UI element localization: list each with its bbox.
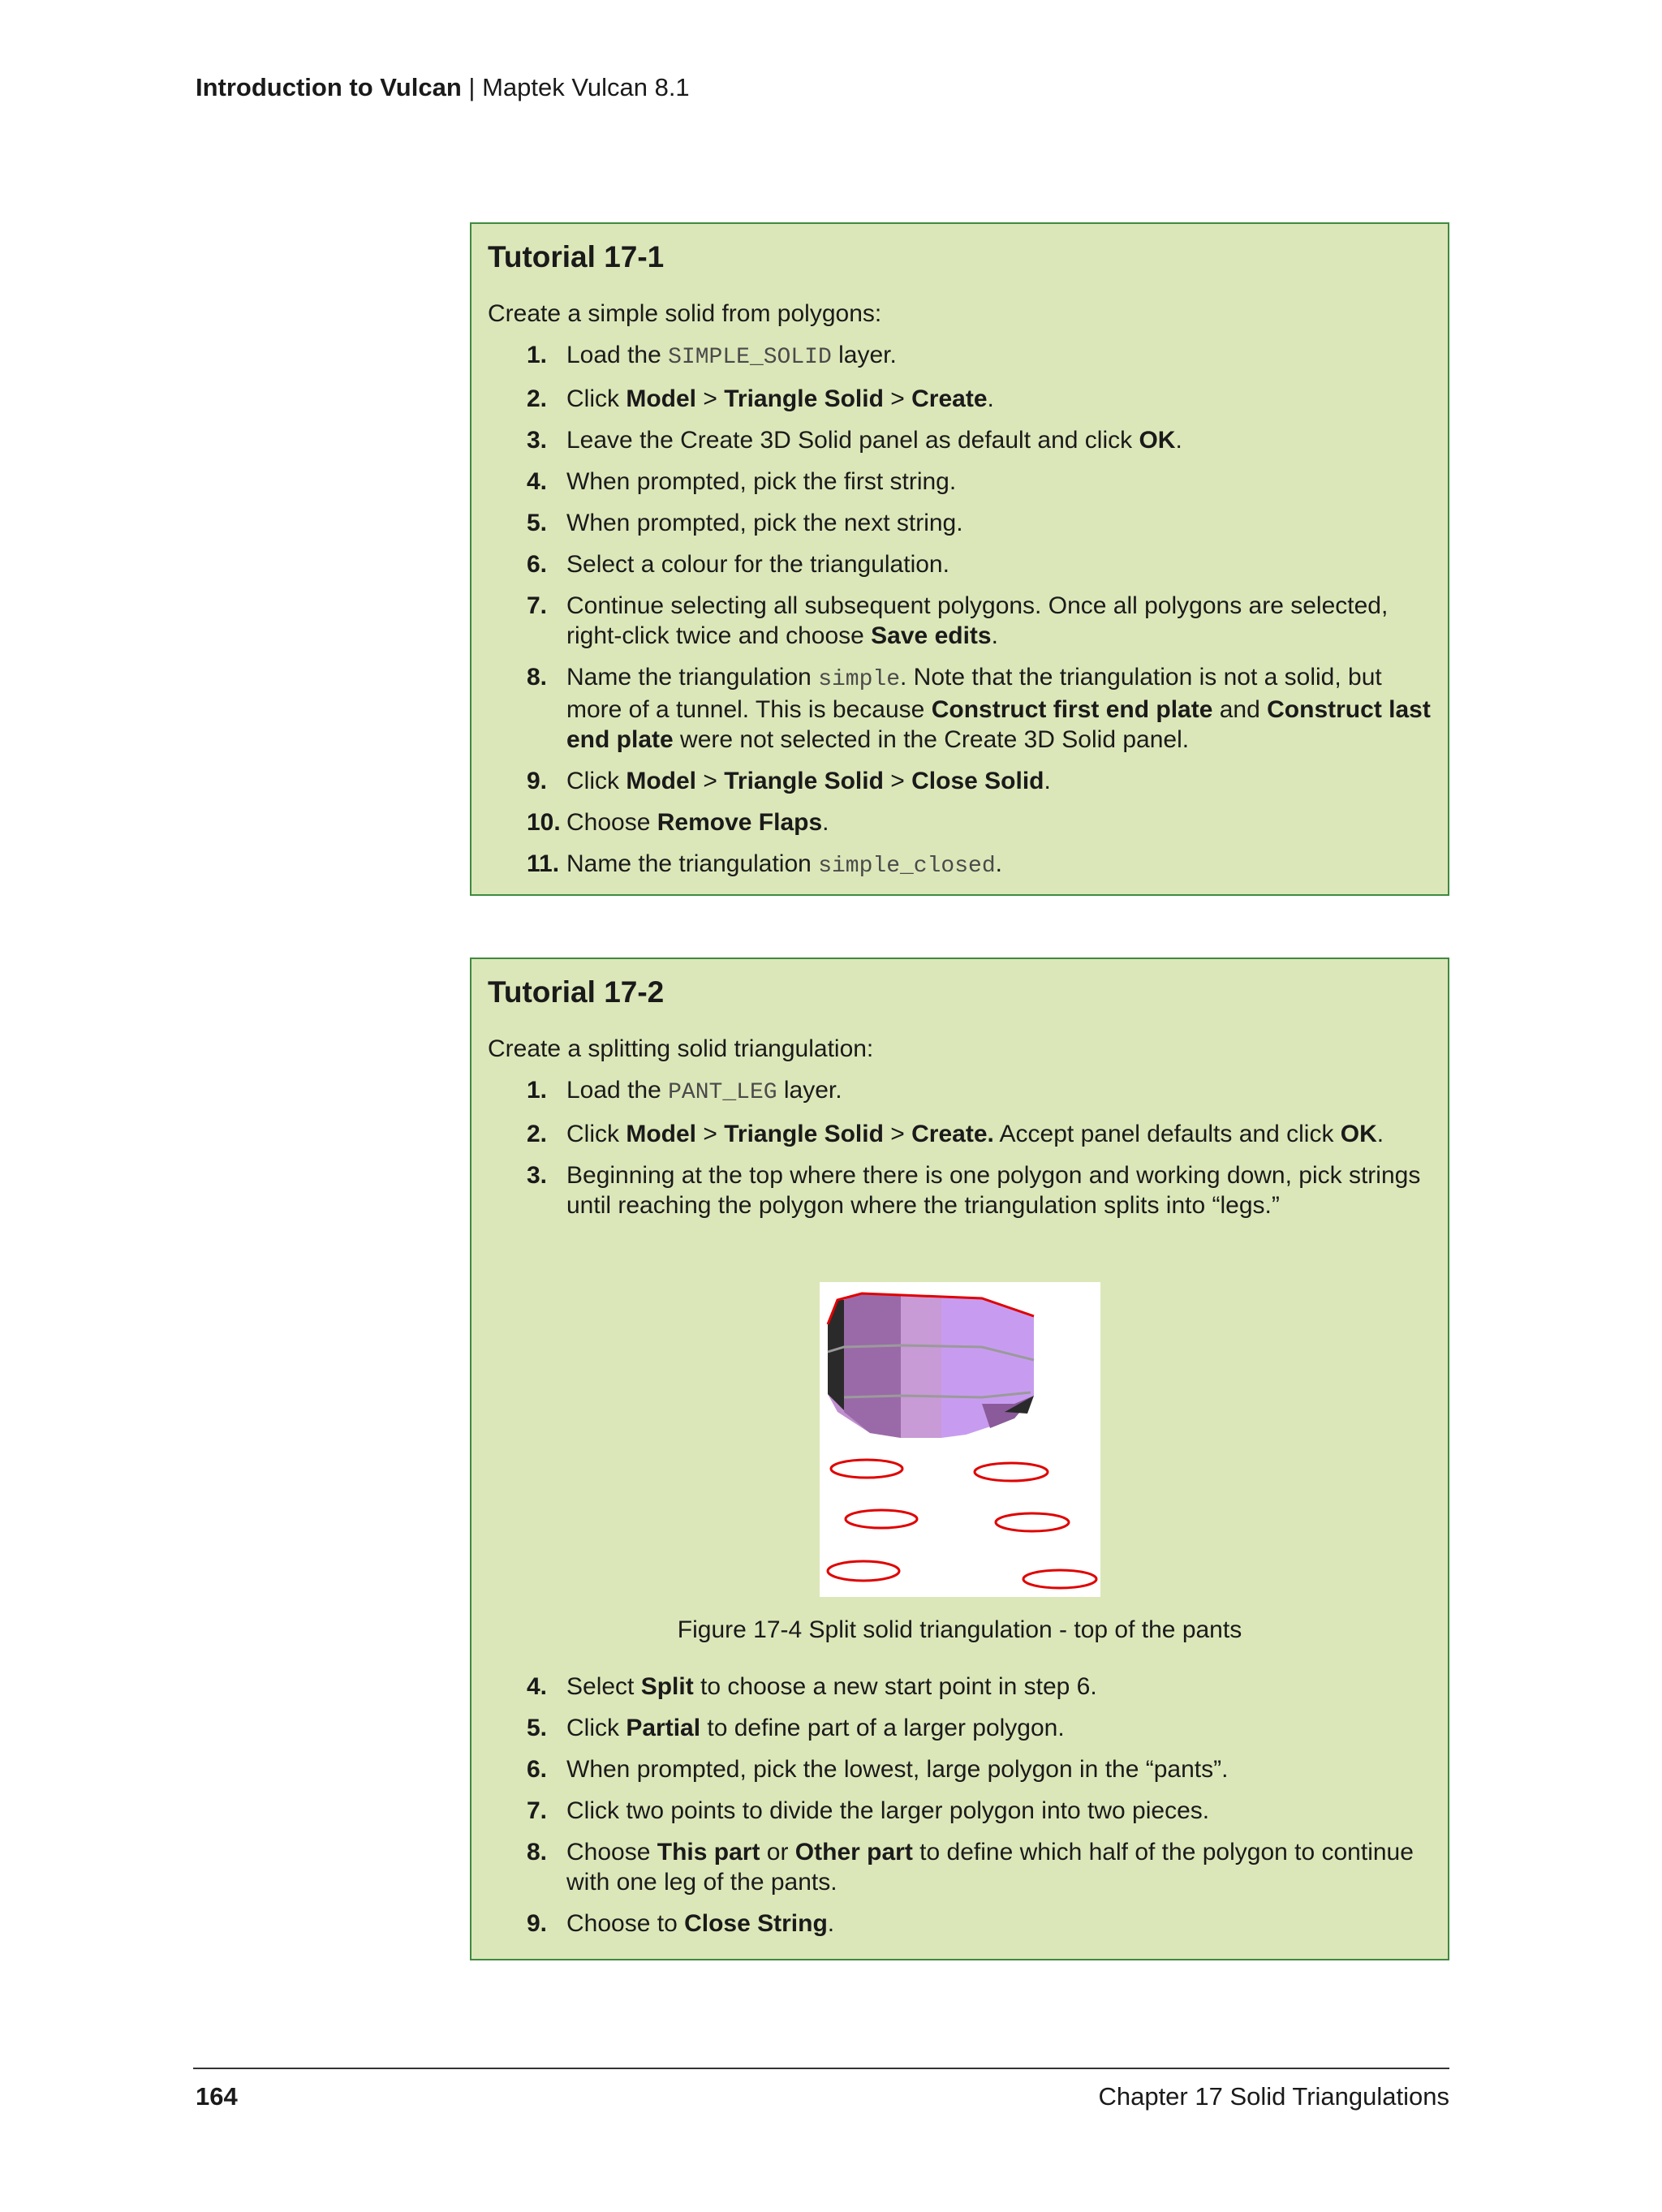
step-text: . [987,385,994,412]
step-number: 2. [527,1121,548,1147]
header-separator: | [461,73,483,101]
code-text: simple_closed [818,854,996,879]
step-text: Accept panel defaults and click [993,1121,1341,1147]
ui-term: Close String [684,1910,828,1937]
step-item [471,1909,1432,1939]
step-item [471,549,1432,579]
step-text: Click two points to divide the larger polygon into two pieces. [566,1797,1210,1824]
step-list [471,1672,1432,1950]
step-text: or [760,1839,795,1866]
product-name: Maptek Vulcan 8.1 [482,73,690,101]
ui-term: Construct first end plate [931,696,1213,723]
ui-term: Create [911,385,988,412]
step-item [471,508,1432,538]
step-number: 6. [527,1756,548,1783]
leg-string [996,1513,1069,1531]
step-number: 9. [527,1910,548,1937]
step-text: . [827,1910,835,1937]
code-text: simple [818,667,901,692]
step-text: . [1376,1121,1384,1147]
page-number: 164 [196,2082,238,2111]
figure-caption: Figure 17-4 Split solid triangulation - top of the pants [677,1616,1242,1643]
step-text: > [883,385,912,412]
ui-term: Create. [911,1121,994,1147]
step-text: Click [566,768,626,794]
step-item [471,384,1432,414]
ui-term: Triangle Solid [724,1121,884,1147]
step-text: Click [566,1715,626,1741]
step-number: 3. [527,1162,548,1189]
step-item [471,340,1432,372]
step-item [471,766,1432,796]
step-text: and [1212,696,1268,723]
step-text: Name the triangulation [566,664,819,691]
step-text: Continue selecting all subsequent polygons. Once all polygons are selected, right-click twice and choose [566,592,1389,649]
step-text: Load the [566,342,669,368]
step-number: 8. [527,1839,548,1866]
code-text: SIMPLE_SOLID [668,345,832,370]
step-item [471,591,1432,651]
step-number: 4. [527,1673,548,1700]
step-text: Select [566,1673,641,1700]
step-number: 7. [527,592,548,619]
step-number: 11. [527,850,560,877]
ui-term: OK [1139,427,1176,454]
step-text: . [1044,768,1051,794]
ui-term: Construct last end plate [566,696,1431,753]
ui-term: Triangle Solid [724,385,884,412]
step-number: 1. [527,1077,548,1104]
step-text: Select a colour for the triangulation. [566,551,949,578]
step-item [471,662,1432,755]
step-text: > [883,1121,912,1147]
step-item [471,807,1432,837]
ui-term: Split [640,1673,694,1700]
ui-term: Other part [794,1839,913,1866]
step-item [471,849,1432,881]
ui-term: Partial [626,1715,701,1741]
step-text: Name the triangulation [566,850,819,877]
leg-string [975,1463,1048,1481]
step-text: When prompted, pick the first string. [566,468,957,495]
ui-term: Save edits [871,622,992,649]
tutorial-box-17-2 [470,958,1449,1960]
tutorial-intro: Create a simple solid from polygons: [488,300,882,327]
step-number: 6. [527,551,548,578]
split-solid-illustration [820,1282,1100,1597]
step-text: layer. [777,1077,842,1104]
book-title: Introduction to Vulcan [196,73,462,101]
leg-string [846,1510,917,1528]
step-text: layer. [831,342,897,368]
step-text: > [696,768,725,794]
ui-term: Model [626,385,697,412]
step-item [471,467,1432,497]
step-text: to choose a new start point in step 6. [693,1673,1097,1700]
ui-term: Model [626,768,697,794]
step-item [471,1160,1432,1220]
ui-term: This part [657,1839,760,1866]
step-text: > [696,385,725,412]
step-text: Beginning at the top where there is one polygon and working down, pick strings until reaching the polygon where the triangulation splits into “legs.” [566,1162,1421,1219]
step-number: 9. [527,768,548,794]
step-list [471,340,1432,893]
step-list [471,1075,1432,1232]
solid-face-mid [901,1295,941,1438]
step-text: were not selected in the Create 3D Solid panel. [673,726,1190,753]
step-item [471,1713,1432,1743]
step-text: . Note that the triangulation is not a solid, but more of a tunnel. This is because [566,664,1382,723]
step-text: . [991,622,998,649]
step-number: 5. [527,510,548,536]
leg-string [831,1460,902,1478]
ui-term: Remove Flaps [657,809,823,836]
tutorial-box-17-1 [470,222,1449,896]
step-text: Choose to [566,1910,685,1937]
step-item [471,1754,1432,1784]
step-text: When prompted, pick the lowest, large polygon in the “pants”. [566,1756,1229,1783]
solid-face-left [844,1293,901,1438]
chapter-title: Chapter 17 Solid Triangulations [1098,2082,1449,2111]
tutorial-title: Tutorial 17-2 [488,975,665,1009]
step-item [471,1672,1432,1702]
step-text: Leave the Create 3D Solid panel as default and click [566,427,1139,454]
step-text: Choose [566,809,657,836]
step-text: . [995,850,1002,877]
tutorial-title: Tutorial 17-1 [488,240,665,273]
step-item [471,1075,1432,1108]
leg-string [1023,1570,1096,1588]
step-number: 3. [527,427,548,454]
step-number: 1. [527,342,548,368]
ui-term: Model [626,1121,697,1147]
step-text: Choose [566,1839,657,1866]
ui-term: Close Solid [911,768,1044,794]
step-number: 5. [527,1715,548,1741]
step-text: When prompted, pick the next string. [566,510,963,536]
step-text: . [1175,427,1182,454]
tutorial-intro: Create a splitting solid triangulation: [488,1035,874,1062]
leg-string [828,1561,899,1581]
ui-term: OK [1340,1121,1377,1147]
step-item [471,1119,1432,1149]
running-header [196,71,690,104]
step-text: Click [566,385,626,412]
split-solid-figure [820,1282,1100,1597]
step-number: 8. [527,664,548,691]
step-text: > [883,768,912,794]
step-number: 7. [527,1797,548,1824]
step-item [471,1796,1432,1826]
step-item [471,425,1432,455]
step-number: 2. [527,385,548,412]
ui-term: Triangle Solid [724,768,884,794]
step-text: Click [566,1121,626,1147]
step-text: > [696,1121,725,1147]
step-number: 4. [527,468,548,495]
step-text: Load the [566,1077,669,1104]
step-number: 10. [527,809,561,836]
step-text: to define part of a larger polygon. [700,1715,1065,1741]
step-text: . [822,809,829,836]
code-text: PANT_LEG [668,1080,777,1105]
step-item [471,1837,1432,1897]
footer-rule [193,2068,1449,2069]
step-text: to define which half of the polygon to continue with one leg of the pants. [566,1839,1414,1896]
